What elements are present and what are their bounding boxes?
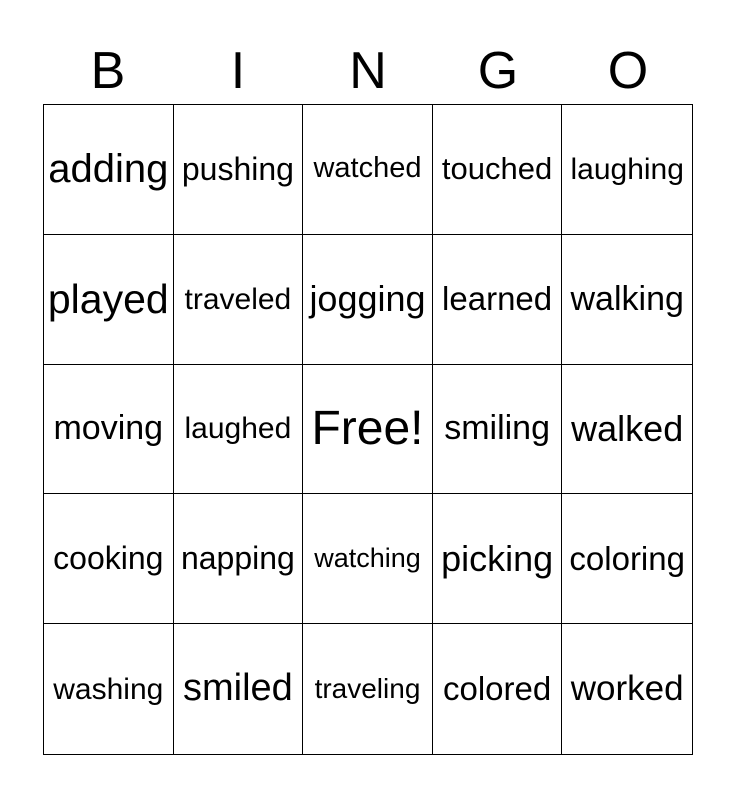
bingo-title	[43, 42, 693, 100]
bingo-cell-r5c1[interactable]: washing	[44, 624, 174, 754]
bingo-cell-r3c1[interactable]: moving	[44, 365, 174, 495]
bingo-grid	[43, 104, 693, 755]
bingo-cell-r3c5[interactable]: walked	[562, 365, 692, 495]
bingo-cell-r2c5[interactable]: walking	[562, 235, 692, 365]
bingo-cell-r4c1[interactable]: cooking	[44, 494, 174, 624]
bingo-letter-n: N	[349, 42, 387, 100]
bingo-letter-i: I	[230, 42, 246, 100]
bingo-cell-r5c3[interactable]: traveling	[303, 624, 433, 754]
bingo-cell-r4c5[interactable]: coloring	[562, 494, 692, 624]
bingo-cell-r2c2[interactable]: traveled	[174, 235, 304, 365]
bingo-letter-o: O	[607, 42, 649, 100]
bingo-cell-r2c4[interactable]: learned	[433, 235, 563, 365]
bingo-cell-r4c2[interactable]: napping	[174, 494, 304, 624]
bingo-letter-g: G	[477, 42, 519, 100]
bingo-cell-r5c4[interactable]: colored	[433, 624, 563, 754]
bingo-free-cell[interactable]: Free!	[303, 365, 433, 495]
bingo-cell-r2c3[interactable]: jogging	[303, 235, 433, 365]
bingo-cell-r1c1[interactable]: adding	[44, 105, 174, 235]
bingo-cell-r3c2[interactable]: laughed	[174, 365, 304, 495]
bingo-cell-r1c2[interactable]: pushing	[174, 105, 304, 235]
bingo-cell-r2c1[interactable]: played	[44, 235, 174, 365]
bingo-cell-r4c4[interactable]: picking	[433, 494, 563, 624]
bingo-cell-r1c3[interactable]: watched	[303, 105, 433, 235]
bingo-cell-r4c3[interactable]: watching	[303, 494, 433, 624]
bingo-cell-r1c5[interactable]: laughing	[562, 105, 692, 235]
bingo-cell-r5c5[interactable]: worked	[562, 624, 692, 754]
bingo-letter-b: B	[90, 42, 126, 100]
bingo-cell-r3c4[interactable]: smiling	[433, 365, 563, 495]
bingo-cell-r5c2[interactable]: smiled	[174, 624, 304, 754]
bingo-cell-r1c4[interactable]: touched	[433, 105, 563, 235]
